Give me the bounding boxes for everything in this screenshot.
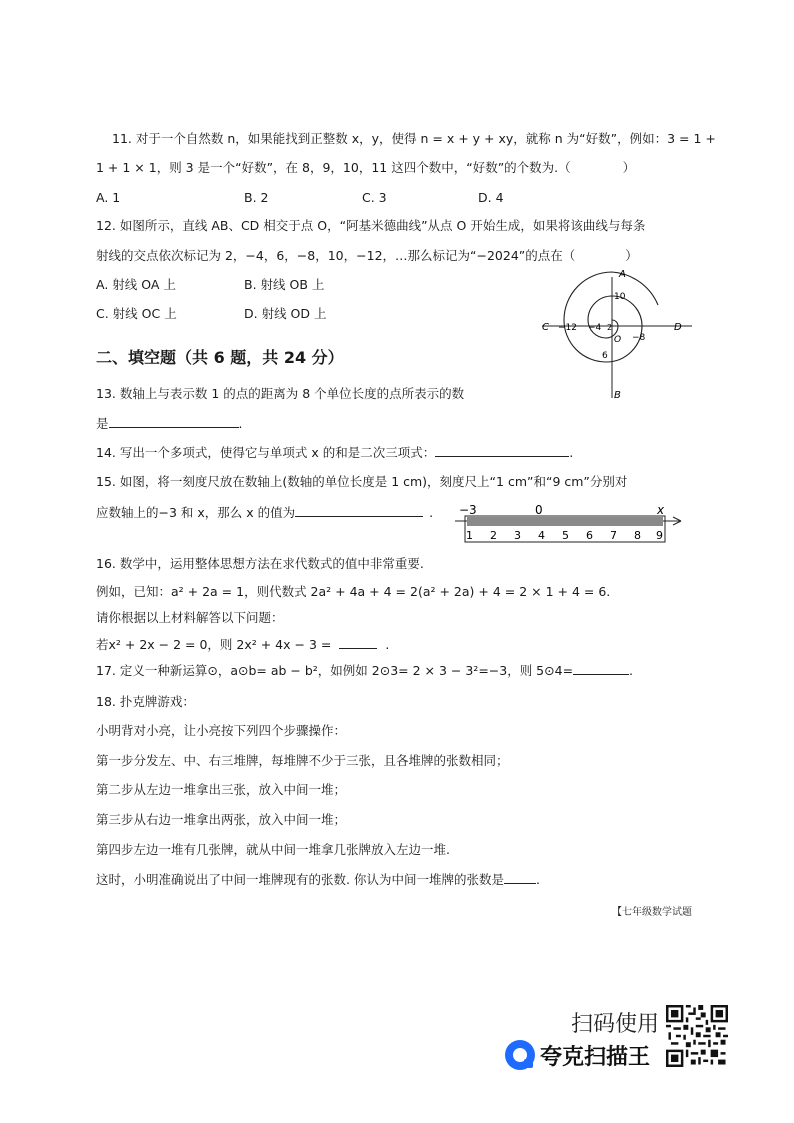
q12-option-b: B. 射线 OB 上 (244, 277, 325, 292)
mark-6: 6 (602, 351, 608, 361)
ruler-tick-1: 1 (466, 529, 473, 542)
q16-line3: 请你根据以上材料解答以下问题： (96, 610, 284, 625)
q18-line-4: 第三步从右边一堆拿出两张，放入中间一堆； (96, 812, 347, 827)
q18-line-6 (96, 871, 540, 888)
ruler-tick-5: 5 (562, 529, 569, 542)
q15-text: 应数轴上的−3 和 x，那么 x 的值为 (96, 505, 296, 520)
mark-neg8: −8 (632, 333, 646, 343)
q16-line2: 例如，已知：a² + 2a = 1，则代数式 2a² + 4a + 4 = 2(a² + 2a) + 4 = 2 × 1 + 4 = 6. (96, 584, 611, 599)
ruler-tick-7: 7 (610, 529, 617, 542)
q16-answer-blank[interactable] (339, 636, 377, 649)
q11-option-a: A. 1 (96, 190, 121, 205)
q18-answer-blank[interactable] (504, 871, 536, 884)
qr-code-icon[interactable] (666, 1005, 728, 1067)
axis-label-0: 0 (535, 503, 543, 517)
q16-line1: 16. 数学中，运用整体思想方法在求代数式的值中非常重要. (96, 556, 424, 571)
quark-logo-icon (505, 1040, 535, 1070)
q15-suffix: . (429, 505, 434, 520)
footer-note: 【七年级数学试题 (612, 907, 692, 918)
q12-option-a: A. 射线 OA 上 (96, 277, 176, 292)
mark-neg12: −12 (558, 323, 577, 333)
q18-suffix: . (535, 872, 540, 887)
label-d: D (674, 322, 682, 333)
ruler-tick-8: 8 (634, 529, 641, 542)
ruler-tick-9: 9 (656, 529, 663, 542)
q11-line1: 11. 对于一个自然数 n，如果能找到正整数 x，y，使得 n = x + y + xy，就称 n 为“好数”，例如：3 = 1 + (112, 131, 716, 146)
q17-text: 17. 定义一种新运算⊙，a⊙b= ab − b²，如例如 2⊙3= 2 × 3 − 3²=−3，则 5⊙4= (96, 663, 574, 678)
q18-question: 这时，小明准确说出了中间一堆牌现有的张数. 你认为中间一堆牌的张数是 (96, 872, 504, 887)
q18-line-3: 第二步从左边一堆拿出三张，放入中间一堆； (96, 782, 347, 797)
q16-line4 (96, 636, 389, 653)
q14-line (96, 444, 573, 461)
q12-line2 (96, 248, 638, 264)
q13-line2 (96, 415, 243, 432)
ruler-tick-6: 6 (586, 529, 593, 542)
axis-label-x: x (657, 503, 665, 517)
q13-prefix: 是 (96, 416, 109, 431)
q13-answer-blank[interactable] (109, 415, 239, 428)
ruler-tick-2: 2 (490, 529, 497, 542)
ruler-tick-3: 3 (514, 529, 521, 542)
q13-suffix: . (238, 416, 243, 431)
q11-option-b: B. 2 (244, 190, 269, 205)
q17-line (96, 662, 633, 679)
q18-line-1: 小明背对小亮，让小亮按下列四个步骤操作： (96, 723, 347, 738)
q18-line-2: 第一步分发左、中、右三堆牌，每堆牌不少于三张，且各堆牌的张数相同； (96, 753, 509, 768)
q11-line2-text: 1 + 1 × 1，则 3 是一个“好数”，在 8，9，10，11 这四个数中，“好数”的个数为.（ (96, 160, 571, 175)
watermark-brand-text: 夸克扫描王 (540, 1045, 651, 1070)
q12-option-d: D. 射线 OD 上 (244, 306, 327, 321)
q12-spiral-figure (530, 265, 700, 405)
watermark-scan-text: 扫码使用 (571, 1012, 660, 1037)
ruler-tick-4: 4 (538, 529, 545, 542)
q14-text: 14. 写出一个多项式，使得它与单项式 x 的和是二次三项式： (96, 445, 436, 460)
q15-ruler-figure (455, 500, 690, 548)
q11-paren-close: ） (622, 160, 636, 175)
q15-line2 (96, 504, 433, 521)
q14-answer-blank[interactable] (435, 444, 569, 457)
axis-label-neg3: −3 (459, 503, 477, 517)
mark-10: 10 (614, 292, 626, 302)
q11-line2 (96, 160, 635, 176)
q15-line1: 15. 如图，将一刻度尺放在数轴上(数轴的单位长度是 1 cm)，刻度尺上“1 cm”和“9 cm”分别对 (96, 474, 628, 489)
label-b: B (614, 390, 621, 401)
q18-title: 18. 扑克牌游戏： (96, 694, 195, 709)
q15-answer-blank[interactable] (295, 504, 423, 517)
label-c: C (542, 322, 549, 333)
q16-suffix: . (385, 637, 390, 652)
q13-line1: 13. 数轴上与表示数 1 的点的距离为 8 个单位长度的点所表示的数 (96, 386, 465, 401)
q11-option-c: C. 3 (362, 190, 387, 205)
q16-question: 若x² + 2x − 2 = 0，则 2x² + 4x − 3 = (96, 637, 332, 652)
label-o: O (614, 335, 622, 345)
ruler-scale-band (467, 517, 663, 526)
q11-option-d: D. 4 (478, 190, 504, 205)
archimedes-curve (564, 272, 658, 362)
q14-suffix: . (569, 445, 574, 460)
label-a: A (619, 269, 626, 280)
q12-line1: 12. 如图所示，直线 AB、CD 相交于点 O，“阿基米德曲线”从点 O 开始生成，如果将该曲线与每条 (96, 218, 646, 233)
q17-suffix: . (629, 663, 634, 678)
ruler-ticks (466, 529, 663, 542)
mark-neg4: −4 (588, 323, 602, 333)
q12-line2-text: 射线的交点依次标记为 2，−4，6，−8，10，−12，…那么标记为“−2024”的点在（ (96, 248, 576, 263)
q12-paren-close: ） (625, 248, 638, 263)
q18-line-5: 第四步左边一堆有几张牌，就从中间一堆拿几张牌放入左边一堆. (96, 842, 450, 857)
q17-answer-blank[interactable] (573, 662, 629, 675)
mark-2: 2 (607, 323, 613, 332)
q12-option-c: C. 射线 OC 上 (96, 306, 177, 321)
section-2-title: 二、填空题（共 6 题，共 24 分） (96, 348, 344, 367)
